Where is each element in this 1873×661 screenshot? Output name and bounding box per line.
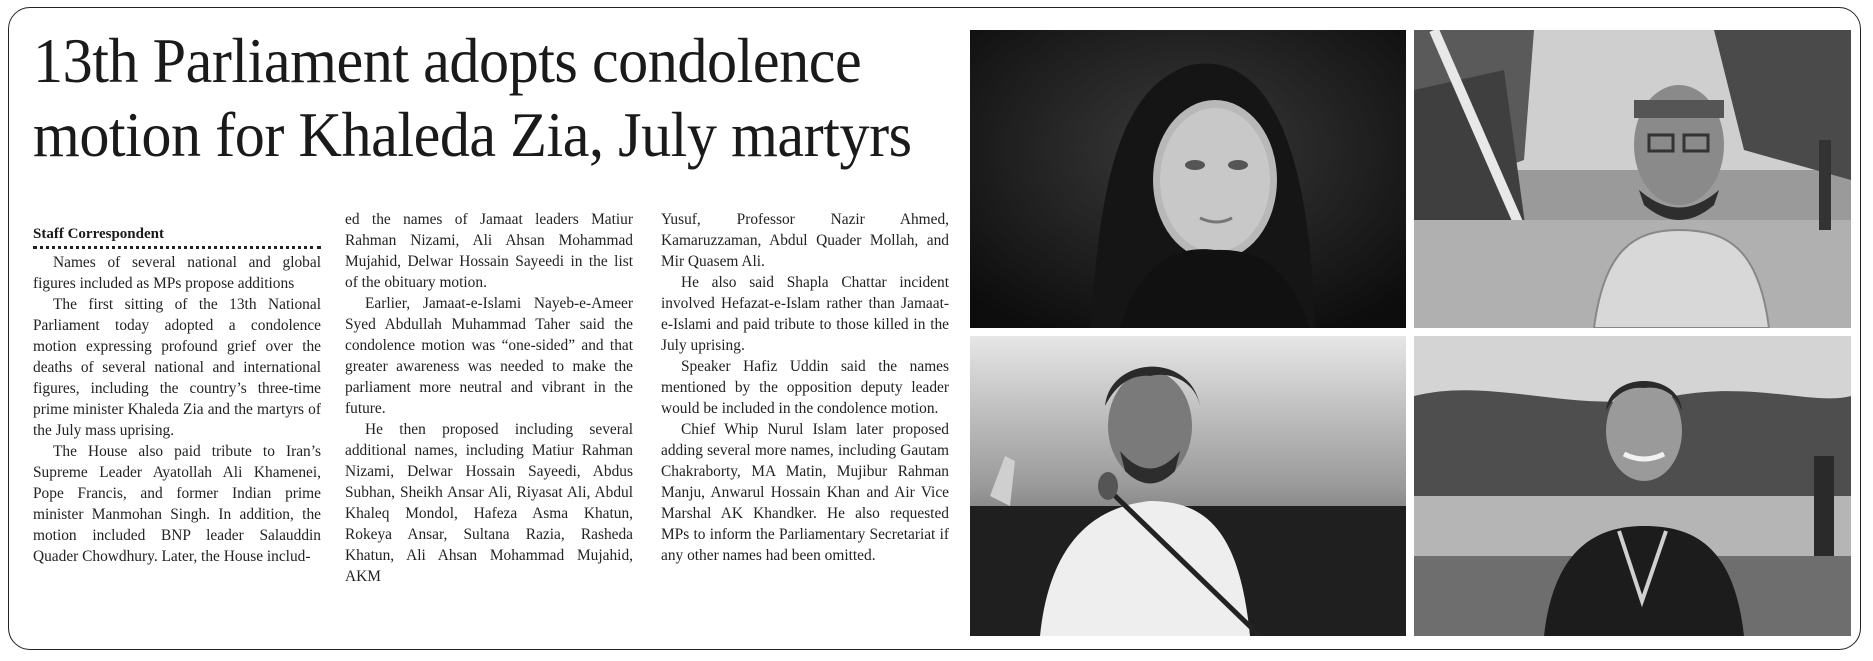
- article-column-1: [33, 252, 321, 567]
- body-paragraph: The first sitting of the 13th National Parliament today adopted a condolence motion expressing profound grief over the deaths of several national and international figures, including the country’s three-time prime minister Khaleda Zia and the martyrs of the July mass uprising.: [33, 296, 321, 439]
- article-column-2: [345, 209, 633, 587]
- body-paragraph: Earlier, Jamaat-e-Islami Nayeb-e-Ameer Syed Abdullah Muhammad Taher said the condolence motion was “one-sided” and that greater awareness was needed to make the parliament more neutral and vibrant in the future.: [345, 295, 633, 417]
- body-paragraph: ed the names of Jamaat leaders Matiur Rahman Nizami, Ali Ahsan Mohammad Mujahid, Delwar Hossain Sayeedi in the list of the obituary motion.: [345, 211, 633, 291]
- headline-line-1: 13th Parliament adopts condolence: [33, 25, 862, 96]
- body-paragraph: Speaker Hafiz Uddin said the names mentioned by the opposition deputy leader would be included in the condolence motion.: [661, 358, 949, 417]
- body-paragraph: Chief Whip Nurul Islam later proposed adding several more names, including Gautam Chakraborty, MA Matin, Mujibur Rahman Manju, Anwarul Hossain Khan and Air Vice Marshal AK Khandker. He also requested MPs to inform the Parliamentary Secretariat if any other names had been omitted.: [661, 421, 949, 564]
- photo-man-microphone: [970, 336, 1406, 636]
- photo-man-headband: [1414, 30, 1851, 328]
- photo-man-lanyard: [1414, 336, 1851, 636]
- photo-woman-portrait: [970, 30, 1406, 328]
- headline-line-2: motion for Khaleda Zia, July martyrs: [33, 99, 912, 170]
- subhead-paragraph: Names of several national and global figures included as MPs propose additions: [33, 254, 321, 292]
- byline: Staff Correspondent: [33, 224, 321, 249]
- body-paragraph: He then proposed including several additional names, including Matiur Rahman Nizami, Delwar Hossain Sayeedi, Abdus Subhan, Sheikh Ansar Ali, Riyasat Ali, Abdul Khaleq Mondol, Hafeza Asma Khatun, Rokeya Ansar, Sultana Razia, Rasheda Khatun, Ali Ahsan Mohammad Mujahid, AKM: [345, 421, 633, 585]
- body-paragraph: He also said Shapla Chattar incident involved Hefazat-e-Islam rather than Jamaat-e-Islami and paid tribute to those killed in the July uprising.: [661, 274, 949, 354]
- body-paragraph: Yusuf, Professor Nazir Ahmed, Kamaruzzaman, Abdul Quader Mollah, and Mir Quasem Ali.: [661, 211, 949, 270]
- headline: [33, 24, 917, 172]
- body-paragraph: The House also paid tribute to Iran’s Supreme Leader Ayatollah Ali Khamenei, Pope Francis, and former Indian prime minister Manmohan Singh. In addition, the motion included BNP leader Salauddin Quader Chowdhury. Later, the House includ-: [33, 443, 321, 565]
- article-column-3: [661, 209, 949, 566]
